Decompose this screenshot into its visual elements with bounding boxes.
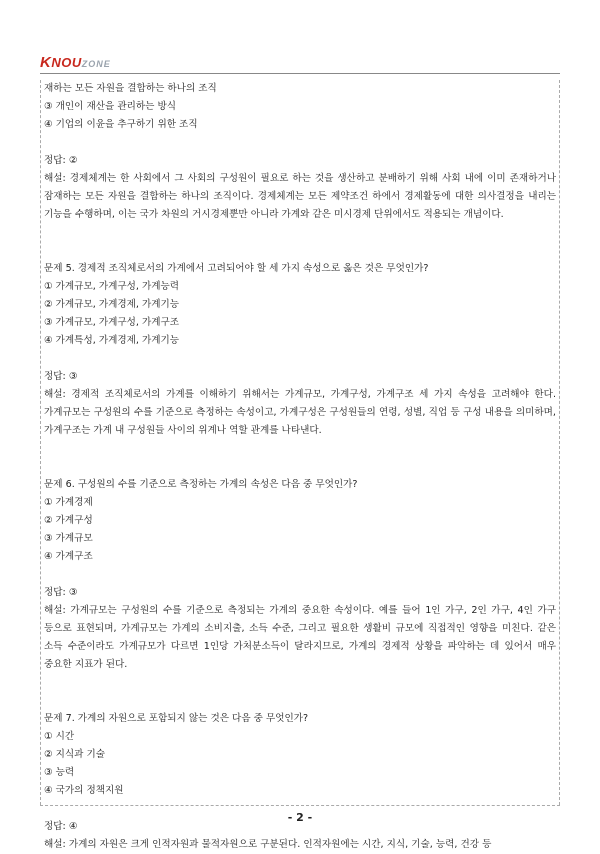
question-5: 문제 5. 경제적 조직체로서의 가계에서 고려되어야 할 세 가지 속성으로 옳은 것은 무엇인가? [44, 263, 429, 274]
q6-option-1: ① 가계경제 [44, 497, 93, 508]
q7-answer: 정답: ④ [44, 821, 78, 832]
q7-option-2: ② 지식과 기술 [44, 749, 106, 760]
logo-zone: ZONE [81, 59, 111, 69]
q5-option-2: ② 가계규모, 가계경제, 가계기능 [44, 299, 180, 310]
q7-explanation: 해설: 가계의 자원은 크게 인적자원과 물적자원으로 구분된다. 인적자원에는 시간, 지식, 기술, 능력, 건강 등 [44, 839, 492, 850]
logo-k: K [40, 54, 52, 71]
q6-option-3: ③ 가계규모 [44, 533, 93, 544]
page-content [40, 80, 560, 850]
q5-explanation: 해설: 경제적 조직체로서의 가계를 이해하기 위해서는 가계규모, 가계구성, 가계구조 세 가지 속성을 고려해야 한다. 가계규모는 구성원의 수를 기준으로 측정하는 속성이고, 가계구성은 구성원들의 연령, 성별, 직업 등 구성 내용을 의미하며, 가계구조는 가계 내 구성원들 사이의 위계나 역할 관계를 나타낸다. [44, 389, 556, 436]
q7-option-3: ③ 능력 [44, 767, 75, 778]
q5-option-1: ① 가계규모, 가계구성, 가계능력 [44, 281, 180, 292]
logo-nou: NOU [51, 55, 82, 70]
q6-explanation: 해설: 가계규모는 구성원의 수를 기준으로 측정되는 가계의 중요한 속성이다. 예를 들어 1인 가구, 2인 가구, 4인 가구 등으로 표현되며, 가계규모는 가계의 소비지출, 소득 수준, 그리고 필요한 생활비 규모에 직접적인 영향을 미친다. 같은 소득 수준이라도 가계규모가 다르면 1인당 가처분소득이 달라지므로, 가계의 경제적 상황을 파악하는 데 있어서 매우 중요한 지표가 된다. [44, 605, 556, 670]
question-6: 문제 6. 구성원의 수를 기준으로 측정하는 가계의 속성은 다음 중 무엇인가? [44, 479, 358, 490]
page-number: - 2 - [287, 811, 313, 824]
option-4: ④ 기업의 이윤을 추구하기 위한 조직 [44, 119, 198, 130]
explanation: 해설: 경제체계는 한 사회에서 그 사회의 구성원이 필요로 하는 것을 생산하고 분배하기 위해 사회 내에 이미 존재하거나 잠재하는 모든 자원을 결합하는 하나의 조직이다. 경제체계는 모든 제약조건 하에서 경제활동에 대한 의사결정을 내리는 기능을 수행하며, 이는 국가 차원의 거시경제뿐만 아니라 가계와 같은 미시경제 단위에서도 적용되는 개념이다. [44, 173, 556, 220]
q5-option-4: ④ 가계특성, 가계경제, 가계기능 [44, 335, 180, 346]
q7-option-4: ④ 국가의 정책지원 [44, 785, 124, 796]
q6-option-4: ④ 가계구조 [44, 551, 93, 562]
q6-option-2: ② 가계구성 [44, 515, 93, 526]
q5-option-3: ③ 가계규모, 가계구성, 가계구조 [44, 317, 180, 328]
question-7: 문제 7. 가계의 자원으로 포함되지 않는 것은 다음 중 무엇인가? [44, 713, 309, 724]
answer: 정답: ② [44, 155, 78, 166]
q5-answer: 정답: ③ [44, 371, 78, 382]
q7-option-1: ① 시간 [44, 731, 75, 742]
text-line: 재하는 모든 자원을 결합하는 하나의 조직 [44, 83, 217, 94]
q6-answer: 정답: ③ [44, 587, 78, 598]
option-3: ③ 개인이 재산을 관리하는 방식 [44, 101, 177, 112]
knouzone-logo [40, 54, 111, 72]
footer-rule [40, 805, 560, 806]
header-rule [40, 73, 560, 74]
